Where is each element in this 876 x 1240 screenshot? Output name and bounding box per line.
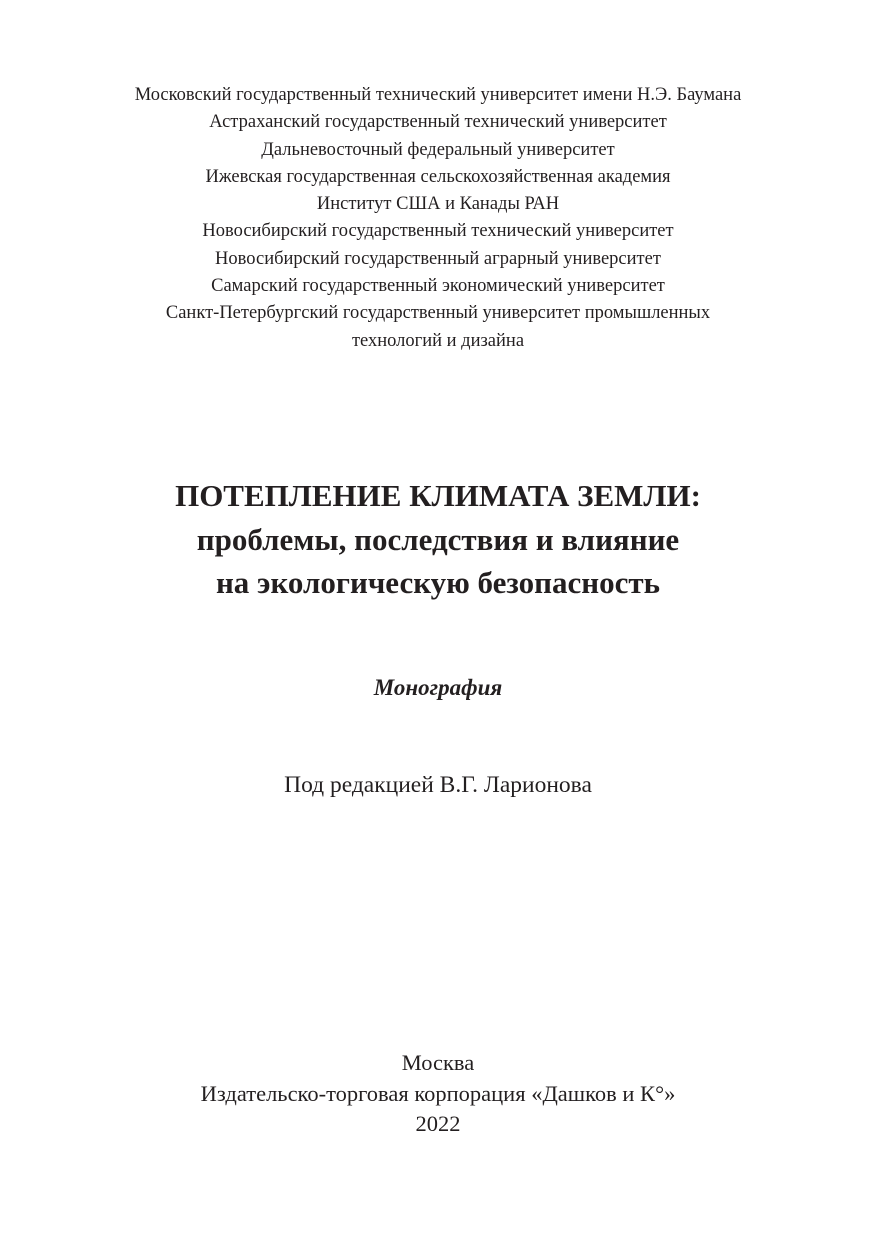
institution-line: Дальневосточный федеральный университет xyxy=(261,139,615,160)
institution-line: Новосибирский государственный технический университет xyxy=(202,221,674,242)
imprint-publisher: Издательско-торговая корпорация «Дашков и К°» xyxy=(200,1080,676,1106)
institution-line: Санкт-Петербургский государственный университет промышленных xyxy=(165,303,711,324)
institution-line: Институт США и Канады РАН xyxy=(316,194,560,215)
institution-line: Самарский государственный экономический университет xyxy=(211,276,665,297)
imprint-city: Москва xyxy=(401,1050,475,1075)
imprint-year: 2022 xyxy=(415,1111,461,1136)
institution-line: Ижевская государственная сельскохозяйственная академия xyxy=(205,166,671,187)
imprint xyxy=(0,1048,876,1140)
institutions-list xyxy=(0,82,876,355)
book-title-line-3: на экологическую безопасность xyxy=(215,565,661,600)
book-genre: Монография xyxy=(373,675,503,700)
institution-line: Новосибирский государственный аграрный университет xyxy=(215,248,661,269)
book-title-line-1: ПОТЕПЛЕНИЕ КЛИМАТА ЗЕМЛИ: xyxy=(175,478,701,513)
book-title xyxy=(0,474,876,605)
institution-line: Московский государственный технический университет имени Н.Э. Баумана xyxy=(134,85,742,105)
institution-line: технологий и дизайна xyxy=(351,330,525,351)
editor-credit: Под редакцией В.Г. Ларионова xyxy=(284,772,592,798)
institution-line: Астраханский государственный технический университет xyxy=(209,112,667,133)
book-title-line-2: проблемы, последствия и влияние xyxy=(196,521,680,557)
